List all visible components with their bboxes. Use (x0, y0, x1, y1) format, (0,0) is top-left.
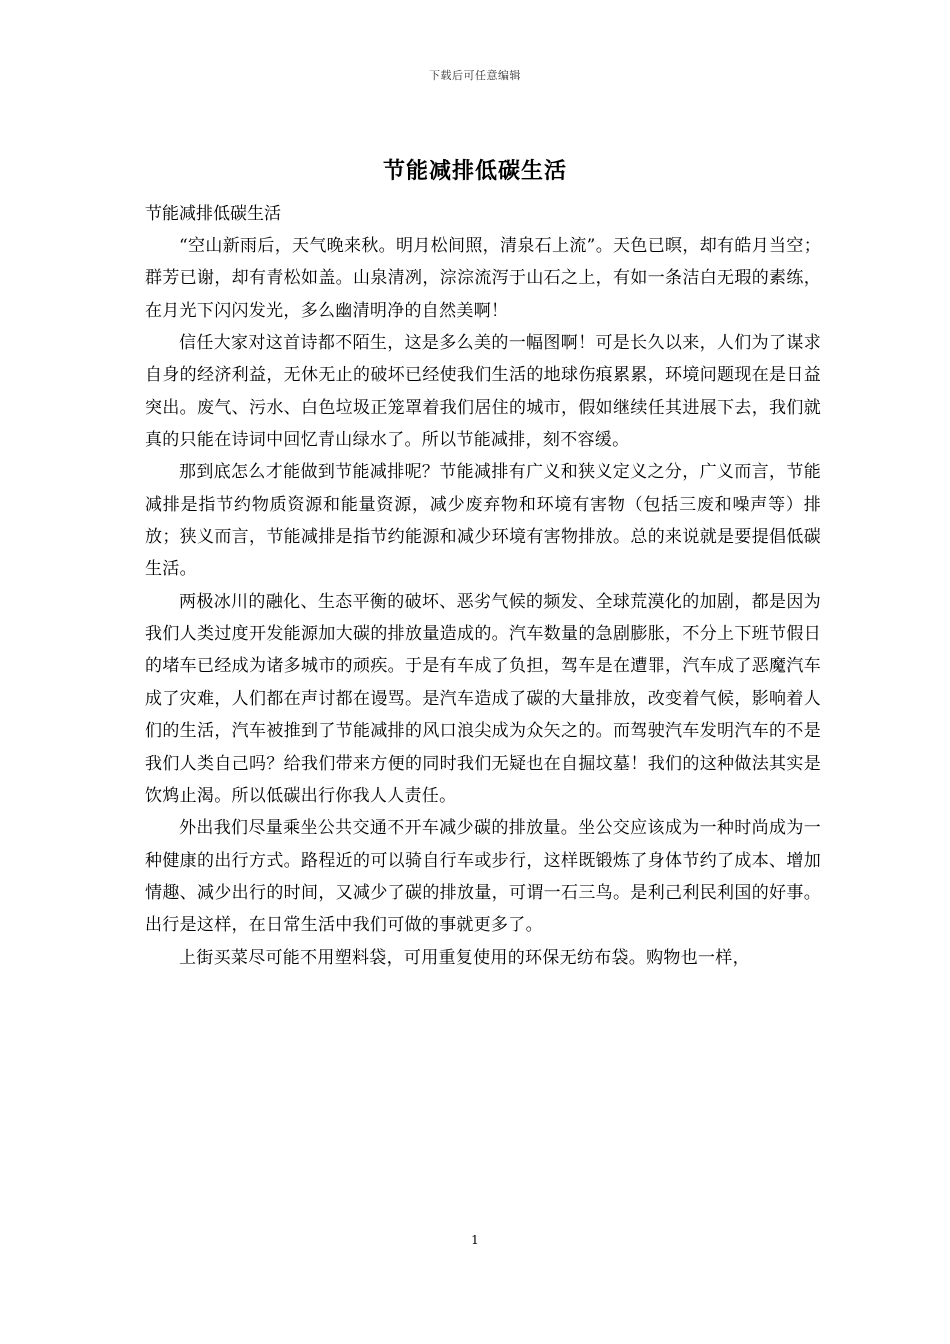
paragraph: “空山新雨后，天气晚来秋。明月松间照，清泉石上流”。天色已暝，却有皓月当空；群芳已谢，却有青松如盖。山泉清冽，淙淙流泻于山石之上，有如一条洁白无瑕的素练，在月光下闪闪发光，多么幽清明净的自然美啊！ (145, 236, 821, 321)
paragraph: 那到底怎么才能做到节能减排呢？节能减排有广义和狭义定义之分，广义而言，节能减排是指节约物质资源和能量资源，减少废弃物和环境有害物（包括三废和噪声等）排放；狭义而言，节能减排是指节约能源和减少环境有害物排放。总的来说就是要提倡低碳生活。 (145, 462, 821, 580)
page-header: 下载后可任意编辑 (429, 69, 521, 82)
document-body (145, 198, 821, 974)
paragraph: 两极冰川的融化、生态平衡的破坏、恶劣气候的频发、全球荒漠化的加剧，都是因为我们人类过度开发能源加大碳的排放量造成的。汽车数量的急剧膨胀，不分上下班节假日的堵车已经成为诸多城市的顽疾。于是有车成了负担，驾车是在遭罪，汽车成了恶魔汽车成了灾难，人们都在声讨都在谩骂。是汽车造成了碳的大量排放，改变着气候，影响着人们的生活，汽车被推到了节能减排的风口浪尖成为众矢之的。而驾驶汽车发明汽车的不是我们人类自己吗？给我们带来方便的同时我们无疑也在自掘坟墓！我们的这种做法其实是饮鸩止渴。所以低碳出行你我人人责任。 (145, 591, 821, 806)
paragraph: 上街买菜尽可能不用塑料袋，可用重复使用的环保无纺布袋。购物也一样， (179, 947, 750, 968)
document-title: 节能减排低碳生活 (382, 158, 567, 184)
paragraph: 外出我们尽量乘坐公共交通不开车减少碳的排放量。坐公交应该成为一种时尚成为一种健康的出行方式。路程近的可以骑自行车或步行，这样既锻炼了身体节约了成本、增加情趣、减少出行的时间，又减少了碳的排放量，可谓一石三鸟。是利己利民利国的好事。出行是这样，在日常生活中我们可做的事就更多了。 (145, 818, 821, 936)
document-subtitle: 节能减排低碳生活 (145, 204, 281, 224)
paragraph: 信任大家对这首诗都不陌生，这是多么美的一幅图啊！可是长久以来，人们为了谋求自身的经济利益，无休无止的破坏已经使我们生活的地球伤痕累累，环境问题现在是日益突出。废气、污水、白色垃圾正笼罩着我们居住的城市，假如继续任其进展下去，我们就真的只能在诗词中回忆青山绿水了。所以节能减排，刻不容缓。 (145, 333, 821, 451)
page-number: 1 (471, 1233, 479, 1247)
